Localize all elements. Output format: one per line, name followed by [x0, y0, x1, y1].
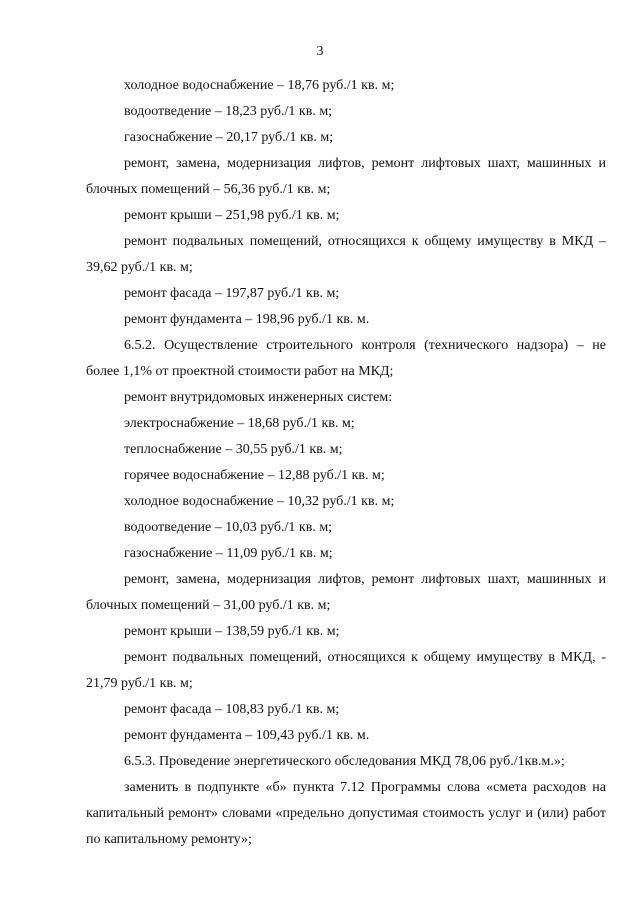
paragraph-gas-supply: газоснабжение – 20,17 руб./1 кв. м;	[124, 130, 334, 145]
paragraph-cold-water-supply: холодное водоснабжение – 18,76 руб./1 кв. м;	[124, 78, 395, 93]
paragraph-facade-repair-2: ремонт фасада – 108,83 руб./1 кв. м;	[124, 702, 340, 717]
document-body	[86, 73, 606, 853]
page-number: 3	[316, 44, 324, 59]
paragraph-water-disposal: водоотведение – 18,23 руб./1 кв. м;	[124, 104, 333, 119]
paragraph-foundation-repair: ремонт фундамента – 198,96 руб./1 кв. м.	[124, 312, 370, 327]
paragraph-heat-supply: теплоснабжение – 30,55 руб./1 кв. м;	[124, 442, 343, 457]
paragraph-roof-repair: ремонт крыши – 251,98 руб./1 кв. м;	[124, 208, 340, 223]
paragraph-engineering-systems: ремонт внутридомовых инженерных систем:	[124, 390, 393, 405]
paragraph-foundation-repair-2: ремонт фундамента – 109,43 руб./1 кв. м.	[124, 728, 370, 743]
paragraph-amendment: заменить в подпункте «б» пункта 7.12 Программы слова «смета расходов на капитальный ремонт» словами «предельно допустимая стоимость услуг и (или) работ по капитальному ремонту»;	[86, 780, 606, 847]
paragraph-basement-repair: ремонт подвальных помещений, относящихся к общему имуществу в МКД – 39,62 руб./1 кв. м;	[86, 234, 606, 275]
paragraph-roof-repair-2: ремонт крыши – 138,59 руб./1 кв. м;	[124, 624, 340, 639]
paragraph-electricity-supply: электроснабжение – 18,68 руб./1 кв. м;	[124, 416, 355, 431]
paragraph-elevator-repair: ремонт, замена, модернизация лифтов, ремонт лифтовых шахт, машинных и блочных помещений – 56,36 руб./1 кв. м;	[86, 156, 606, 197]
paragraph-gas-supply-2: газоснабжение – 11,09 руб./1 кв. м;	[124, 546, 333, 561]
paragraph-elevator-repair-2: ремонт, замена, модернизация лифтов, ремонт лифтовых шахт, машинных и блочных помещений – 31,00 руб./1 кв. м;	[86, 572, 606, 613]
paragraph-facade-repair: ремонт фасада – 197,87 руб./1 кв. м;	[124, 286, 340, 301]
paragraph-water-disposal-2: водоотведение – 10,03 руб./1 кв. м;	[124, 520, 333, 535]
paragraph-hot-water-supply: горячее водоснабжение – 12,88 руб./1 кв. м;	[124, 468, 385, 483]
paragraph-cold-water-supply-2: холодное водоснабжение – 10,32 руб./1 кв. м;	[124, 494, 395, 509]
paragraph-energy-audit: 6.5.3. Проведение энергетического обследования МКД 78,06 руб./1кв.м.»;	[124, 754, 565, 769]
paragraph-construction-control: 6.5.2. Осуществление строительного контроля (технического надзора) – не более 1,1% от проектной стоимости работ на МКД;	[86, 338, 606, 379]
paragraph-basement-repair-2: ремонт подвальных помещений, относящихся к общему имуществу в МКД, - 21,79 руб./1 кв. м;	[86, 650, 606, 691]
